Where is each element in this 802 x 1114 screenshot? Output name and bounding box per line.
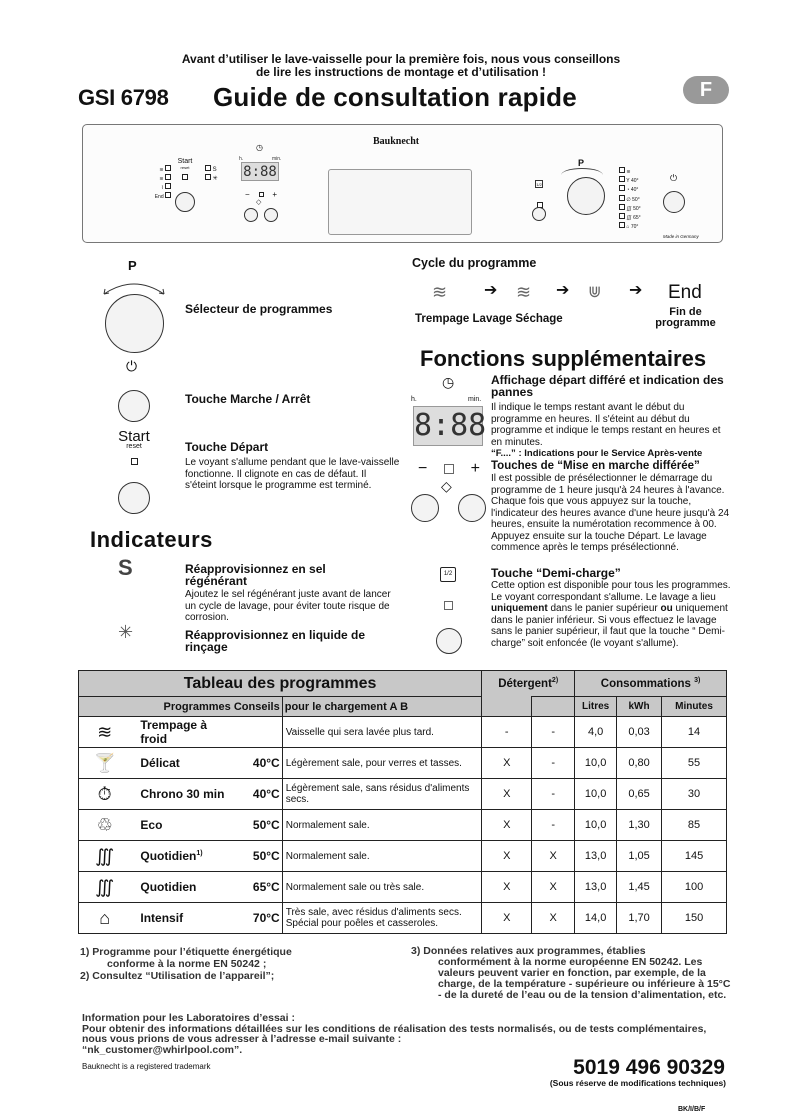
kwh: 1,45	[617, 872, 662, 903]
footnote-2: 2) Consultez “Utilisation de l’appareil”;	[80, 970, 275, 982]
detergent-b: X	[532, 841, 575, 872]
start-label-group	[113, 430, 155, 468]
end-led: End	[147, 192, 171, 201]
half-load-button[interactable]	[532, 207, 546, 221]
delay-plus-button[interactable]	[458, 494, 486, 522]
detergent-b: -	[532, 810, 575, 841]
language-badge: F	[683, 76, 729, 104]
program-temp: 40°C	[230, 779, 282, 810]
service-note: “F....” : Indications pour le Service Après-vente	[491, 448, 703, 459]
half-load-title: Touche “Demi-charge”	[491, 566, 621, 580]
delay-icon: ◇	[441, 478, 452, 494]
power-title: Touche Marche / Arrêt	[185, 392, 311, 406]
delay-display-desc: Il indique le temps restant avant le début du programme en heures. Il s'éteint au début du programme et indique le temps restant en heures et en minutes.	[491, 402, 721, 448]
detergent-a: X	[482, 748, 532, 779]
power-button[interactable]	[118, 390, 150, 422]
minus-label: −	[418, 460, 428, 477]
litres: 10,0	[575, 810, 617, 841]
dry-led: ⌇	[147, 183, 171, 192]
display-min-label: min.	[468, 396, 482, 403]
program-advice: Légèrement sale, sans résidus d'aliments secs.	[282, 779, 482, 810]
kwh: 1,70	[617, 903, 662, 934]
cycle-steps	[415, 313, 563, 325]
start-title: Touche Départ	[185, 440, 269, 454]
program-advice: Normalement sale.	[282, 841, 482, 872]
table-row	[79, 779, 727, 810]
delay-plus-button[interactable]	[264, 208, 278, 222]
arrow-icon: ➔	[556, 282, 570, 299]
plus-label: +	[470, 460, 480, 477]
start-label: Start	[118, 428, 150, 445]
wash-icon: ≋	[516, 282, 532, 302]
wash-led: ≋	[147, 174, 171, 183]
end-symbol: End	[668, 282, 702, 303]
table-title: Tableau des programmes	[79, 671, 482, 697]
clock-icon: ◷	[256, 143, 263, 152]
program-advice: Très sale, avec résidus d'aliments secs. Spécial pour poêles et casseroles.	[282, 903, 482, 934]
display-h-label: h.	[239, 156, 244, 162]
half-load-led	[444, 601, 453, 610]
delay-keys-labels	[418, 460, 480, 478]
program-advice: Normalement sale.	[282, 810, 482, 841]
clock-icon: ◷	[442, 374, 455, 390]
step-dry: Séchage	[515, 313, 563, 325]
program-name: Délicat	[130, 748, 230, 779]
eco-icon: ♲	[79, 810, 131, 841]
program-temp: 65°C	[230, 872, 282, 903]
salt-icon: S	[118, 555, 133, 580]
delay-display-title: Affichage départ différé et indication des pannes	[491, 373, 724, 399]
detergent-a: X	[482, 903, 532, 934]
program-name: Intensif	[130, 903, 230, 934]
program-advice: Légèrement sale, pour verres et tasses.	[282, 748, 482, 779]
intro-notice	[0, 53, 802, 79]
cycle-led-group	[147, 165, 171, 201]
detergent-b: -	[532, 779, 575, 810]
minutes: 85	[662, 810, 727, 841]
rinse-aid-icon: ✳	[118, 622, 134, 642]
kwh: 0,65	[617, 779, 662, 810]
end-label: Fin de programme	[655, 306, 716, 329]
program-name: Quotidien	[130, 872, 230, 903]
table-row	[79, 903, 727, 934]
delay-keys-desc: Il est possible de présélectionner le démarrage du programme de 1 heure jusqu'à 24 heures à l'avance. Chaque fois que vous appuyez sur la touche, l'indicateur des heures avance d'une heure jusqu'à 24 heures, ensuite la numérotation recommence à 00. Appuyez ensuite sur la touche Départ. Le lavage commence après le temps présélectionné.	[491, 473, 730, 553]
subheader-loading: pour le chargement A B	[282, 697, 482, 717]
minutes: 145	[662, 841, 727, 872]
lab-info-email[interactable]: “nk_customer@whirlpool.com”.	[82, 1043, 243, 1056]
step-wash: Lavage	[472, 313, 513, 325]
daily50-icon: ∭	[79, 841, 131, 872]
kwh: 0,80	[617, 748, 662, 779]
page-title: Guide de consultation rapide	[213, 82, 577, 112]
footnote-1: 1) Programme pour l’étiquette énergétique	[80, 946, 292, 958]
delay-minus-button[interactable]	[411, 494, 439, 522]
soak-icon: ≋	[79, 717, 131, 748]
kwh: 0,03	[617, 717, 662, 748]
detergent-a: X	[482, 872, 532, 903]
footnotes-left	[80, 946, 400, 982]
dry-icon: ⋓	[588, 284, 602, 301]
daily65-icon: ∭	[79, 872, 131, 903]
program-name: Eco	[130, 810, 230, 841]
intensive-icon: ⌂	[79, 903, 131, 934]
glass-icon: 🍸	[79, 748, 131, 779]
notice-line-1: Avant d’utiliser le lave-vaisselle pour la première fois, nous vous conseillons	[181, 52, 621, 66]
salt-title: Réapprovisionnez en sel régénérant	[185, 562, 326, 588]
rinse-aid-icon: ✳	[212, 176, 218, 182]
program-selector-knob[interactable]	[567, 177, 605, 215]
litres: 10,0	[575, 748, 617, 779]
litres: 10,0	[575, 779, 617, 810]
model-number: GSI 6798	[78, 85, 169, 110]
subheader-litres: Litres	[575, 697, 617, 717]
start-button[interactable]	[175, 192, 195, 212]
selector-p-label: P	[128, 258, 137, 273]
chrono-icon: ⏱	[79, 779, 131, 810]
plus-label: +	[272, 190, 277, 199]
rinse-aid-title: Réapprovisionnez en liquide de rinçage	[185, 628, 366, 654]
kwh: 1,05	[617, 841, 662, 872]
half-load-button[interactable]	[436, 628, 462, 654]
disclaimer: (Sous réserve de modifications techniques)	[549, 1078, 726, 1088]
program-advice: Normalement sale ou très sale.	[282, 872, 482, 903]
program-temp: 50°C	[230, 810, 282, 841]
half-load-icon: 1/2	[536, 182, 542, 187]
program-advice: Vaisselle qui sera lavée plus tard.	[282, 717, 482, 748]
minutes: 55	[662, 748, 727, 779]
table-row	[79, 810, 727, 841]
detergent-a: -	[482, 717, 532, 748]
control-panel-illustration	[82, 124, 723, 243]
selector-title: Sélecteur de programmes	[185, 302, 333, 316]
litres: 14,0	[575, 903, 617, 934]
minus-label: −	[245, 190, 250, 199]
power-icon: ⏻	[670, 173, 678, 183]
notice-line-2: de lire les instructions de montage et d’utilisation !	[255, 65, 547, 79]
panel-window	[328, 169, 472, 235]
program-name: Chrono 30 min	[130, 779, 230, 810]
minutes: 100	[662, 872, 727, 903]
program-selector-knob-large[interactable]	[105, 294, 164, 353]
step-soak: Trempage	[415, 313, 470, 325]
trademark-note: Bauknecht is a registered trademark	[82, 1062, 211, 1071]
indicator-led-group	[205, 165, 218, 183]
lab-info-text: Pour obtenir des informations détaillées sur les conditions de réalisation des tests normalisés, ou de tests complémentaires, nous vous prions de vous adresser à l’adresse e-mail suivante :	[82, 1022, 707, 1045]
reset-label: reset	[126, 443, 142, 450]
soak-led: ≋	[147, 165, 171, 174]
table-row	[79, 872, 727, 903]
half-load-desc: Cette option est disponible pour tous les programmes. Le voyant correspondant s'allume. Le lavage a lieu uniquement dans le panier supérieur ou uniquement dans le panier inférieur. Si vous effectuez le lavage sans le panier supérieur, il faut que la touche “ Demi-charge” soit enfoncée (le voyant s'allume).	[491, 580, 731, 649]
start-label: Start	[177, 158, 193, 165]
display-min-label: min.	[272, 156, 282, 162]
cycle-heading: Cycle du programme	[412, 256, 537, 270]
start-label-group	[175, 159, 195, 182]
consumption-header: Consommations $^{3)}$	[575, 671, 727, 697]
display-h-label: h.	[411, 396, 417, 403]
reset-label: reset	[180, 165, 190, 170]
detergent-header: Détergent$^{2)}$	[482, 671, 575, 697]
subheader-kwh: kWh	[617, 697, 662, 717]
region-code: BK/I/B/F	[678, 1106, 706, 1113]
program-name: Quotidien$^{1)}$	[130, 841, 230, 872]
indicators-heading: Indicateurs	[90, 527, 213, 552]
minutes: 14	[662, 717, 727, 748]
litres: 13,0	[575, 872, 617, 903]
program-temp: 70°C	[230, 903, 282, 934]
selector-p-label: P	[578, 158, 585, 168]
power-button[interactable]	[663, 191, 685, 213]
salt-icon: S	[212, 167, 217, 173]
made-in-label: Made in Germany	[663, 234, 699, 239]
brand-logo: Bauknecht	[373, 136, 420, 147]
table-row	[79, 841, 727, 872]
delay-icon: ◇	[256, 199, 262, 206]
delay-keys-title: Touches de “Mise en marche différée”	[491, 460, 700, 472]
start-button[interactable]	[118, 482, 150, 514]
footnote-1-cont: conforme à la norme EN 50242 ;	[107, 958, 267, 970]
litres: 13,0	[575, 841, 617, 872]
detergent-a: X	[482, 841, 532, 872]
program-table	[78, 670, 727, 934]
half-load-icon: 1/2	[440, 567, 456, 582]
table-row	[79, 748, 727, 779]
program-led-list: ≋ Y 40° ◔ 40° ∅ 50° ∭ 50° ∭ 65° ⌂ 70°	[619, 167, 641, 231]
kwh: 1,30	[617, 810, 662, 841]
start-desc: Le voyant s'allume pendant que le lave-vaisselle fonctionne. Il clignote en cas de défaut. Il s'éteint lorsque le programme est terminé.	[185, 457, 400, 491]
arrow-icon: ➔	[484, 282, 498, 299]
power-icon: ⏻	[126, 358, 138, 374]
program-temp: 40°C	[230, 748, 282, 779]
subheader-minutes: Minutes	[662, 697, 727, 717]
footnote-3: 3) Données relatives aux programmes, établies conformément à la norme européenne EN 50242. Les valeurs peuvent varier en fonction, par exemple, de la charge, de la température - supérieure ou inférieure à 15°C - de la dureté de l’eau ou de la tension d’alimentation, etc.	[411, 945, 731, 1001]
panel-display: 8:88	[241, 162, 279, 181]
detergent-b: -	[532, 717, 575, 748]
soak-icon: ≋	[432, 282, 448, 302]
salt-desc: Ajoutez le sel régénérant juste avant de lancer un cycle de lavage, pour éviter toute risque de corrosion.	[185, 589, 391, 623]
delay-minus-button[interactable]	[244, 208, 258, 222]
delay-display: 8:88	[413, 406, 483, 446]
detergent-a: X	[482, 810, 532, 841]
litres: 4,0	[575, 717, 617, 748]
minutes: 150	[662, 903, 727, 934]
detergent-b: -	[532, 748, 575, 779]
table-row	[79, 717, 727, 748]
detergent-b: X	[532, 872, 575, 903]
part-number: 5019 496 90329	[573, 1056, 725, 1079]
minutes: 30	[662, 779, 727, 810]
program-temp	[230, 717, 282, 748]
detergent-b: X	[532, 903, 575, 934]
lab-info-heading: Information pour les Laboratoires d’essai :	[82, 1012, 295, 1024]
program-temp: 50°C	[230, 841, 282, 872]
detergent-a: X	[482, 779, 532, 810]
start-led	[131, 458, 138, 465]
subheader-programs-advice: Programmes Conseils	[79, 697, 283, 717]
program-name: Trempage à froid	[130, 717, 230, 748]
arrow-icon: ➔	[629, 282, 643, 299]
functions-heading: Fonctions supplémentaires	[420, 346, 707, 371]
lab-info	[82, 1013, 722, 1055]
